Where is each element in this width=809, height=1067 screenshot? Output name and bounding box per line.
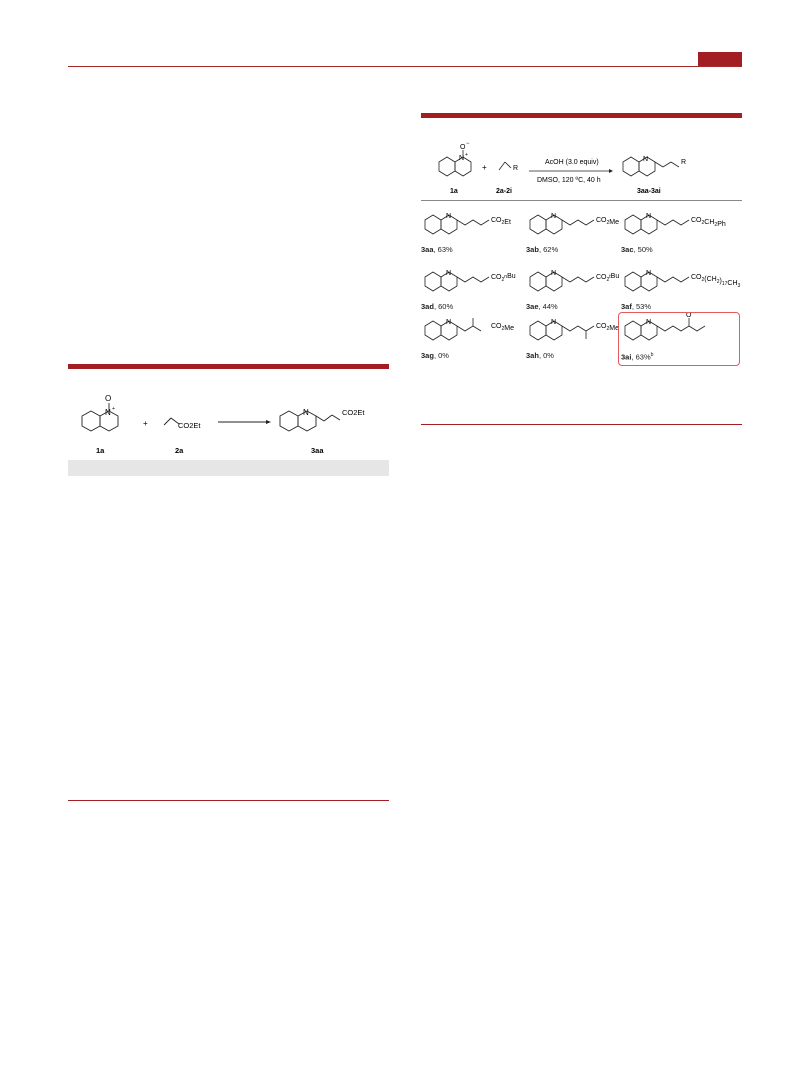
svg-text:N: N <box>105 408 111 417</box>
svg-text:R: R <box>513 165 519 172</box>
svg-text:N: N <box>446 270 452 277</box>
substituent-3ae: CO2tBu <box>596 273 620 283</box>
substituent-3aa: CO2Et <box>491 217 511 226</box>
general-reaction-scheme <box>421 140 742 200</box>
header-tab <box>698 52 742 66</box>
table-header-band <box>68 460 389 476</box>
table-top-rule <box>421 113 742 118</box>
substituent-3ai: O <box>686 312 692 319</box>
svg-text:R: R <box>681 159 687 166</box>
label-3ac <box>621 245 741 254</box>
svg-text:N: N <box>303 408 309 417</box>
highlight-box-3ai <box>618 312 740 366</box>
scheme-top-rule <box>68 364 389 369</box>
substituent-3ag: CO2Me <box>491 323 515 332</box>
svg-text:+: + <box>465 152 468 158</box>
svg-text:CO2Et: CO2Et <box>178 421 201 430</box>
yield: , 53% <box>631 302 652 311</box>
svg-text:N: N <box>646 319 652 326</box>
label-3af <box>621 302 741 311</box>
product-3ac <box>621 206 741 254</box>
svg-text:N: N <box>551 319 557 326</box>
yield: , 44% <box>538 302 558 311</box>
yield: , 50% <box>633 245 653 254</box>
svg-text:O: O <box>105 394 112 403</box>
structure-3ag <box>421 312 541 344</box>
label-3aa <box>421 245 541 254</box>
svg-text:N: N <box>551 270 557 277</box>
product-3aa <box>421 206 541 254</box>
yield: , 62% <box>538 245 559 254</box>
yield: , 60% <box>433 302 454 311</box>
substituent-3af: CO2(CH2)17CH3 <box>691 274 741 289</box>
svg-text:N: N <box>446 319 452 326</box>
scheme-label-1a: 1a <box>96 446 105 455</box>
yield: , 0% <box>433 351 449 360</box>
yield: , 0% <box>538 351 554 360</box>
scheme-label-3aa: 3aa <box>311 446 324 455</box>
scheme-left <box>68 388 389 460</box>
substituent-3ad: CO2nBu <box>491 273 516 283</box>
svg-text:O: O <box>460 144 466 151</box>
reactant1-label: 1a <box>450 188 458 195</box>
left-bottom-rule <box>68 800 389 801</box>
label-3ai: 3ai, 63%$^b$ <box>621 352 654 362</box>
svg-text:CO2Et: CO2Et <box>342 408 365 417</box>
compound-code: 3aa <box>421 245 434 254</box>
table-divider <box>421 200 742 201</box>
label-3ag <box>421 351 541 360</box>
table-bottom-rule <box>421 424 742 425</box>
structure-3af <box>621 263 741 295</box>
yield: , 63% <box>433 245 453 254</box>
svg-text:N: N <box>446 213 452 220</box>
substituent-3ab: CO2Me <box>596 217 620 226</box>
svg-text:+: + <box>143 419 148 428</box>
reactant2-label: 2a-2i <box>496 188 512 195</box>
label-3ad <box>421 302 541 311</box>
svg-text:+: + <box>482 163 487 172</box>
structure-3ac <box>621 206 741 238</box>
scheme-label-2a: 2a <box>175 446 184 455</box>
substituent-3ah: CO2Me <box>596 323 620 332</box>
conditions-top: AcOH (3.0 equiv) <box>545 159 599 166</box>
svg-text:N: N <box>643 156 649 163</box>
structure-3ad <box>421 263 541 295</box>
compound-code: 3af <box>621 302 632 311</box>
product-label: 3aa-3ai <box>637 188 661 195</box>
svg-text:N: N <box>646 270 652 277</box>
compound-code: 3ad <box>421 302 434 311</box>
substituent-3ac: CO2CH2Ph <box>691 217 726 228</box>
svg-text:N: N <box>551 213 557 220</box>
svg-text:−: − <box>466 141 470 147</box>
n-oxide-n: N <box>459 155 465 162</box>
product-3ad <box>421 263 541 311</box>
header-rule <box>68 66 742 67</box>
compound-code: 3ah <box>526 351 539 360</box>
compound-code: 3ae <box>526 302 539 311</box>
yield: , 63% <box>631 352 651 362</box>
product-3af <box>621 263 741 311</box>
conditions-bottom: DMSO, 120 ºC, 40 h <box>537 177 601 184</box>
compound-code: 3ac <box>621 245 634 254</box>
svg-text:N: N <box>646 213 652 220</box>
svg-text:+: + <box>112 406 115 412</box>
compound-code: 3ai <box>621 352 632 362</box>
compound-code: 3ab <box>526 245 539 254</box>
product-3ag <box>421 312 541 360</box>
structure-3aa <box>421 206 541 238</box>
compound-code: 3ag <box>421 351 434 360</box>
